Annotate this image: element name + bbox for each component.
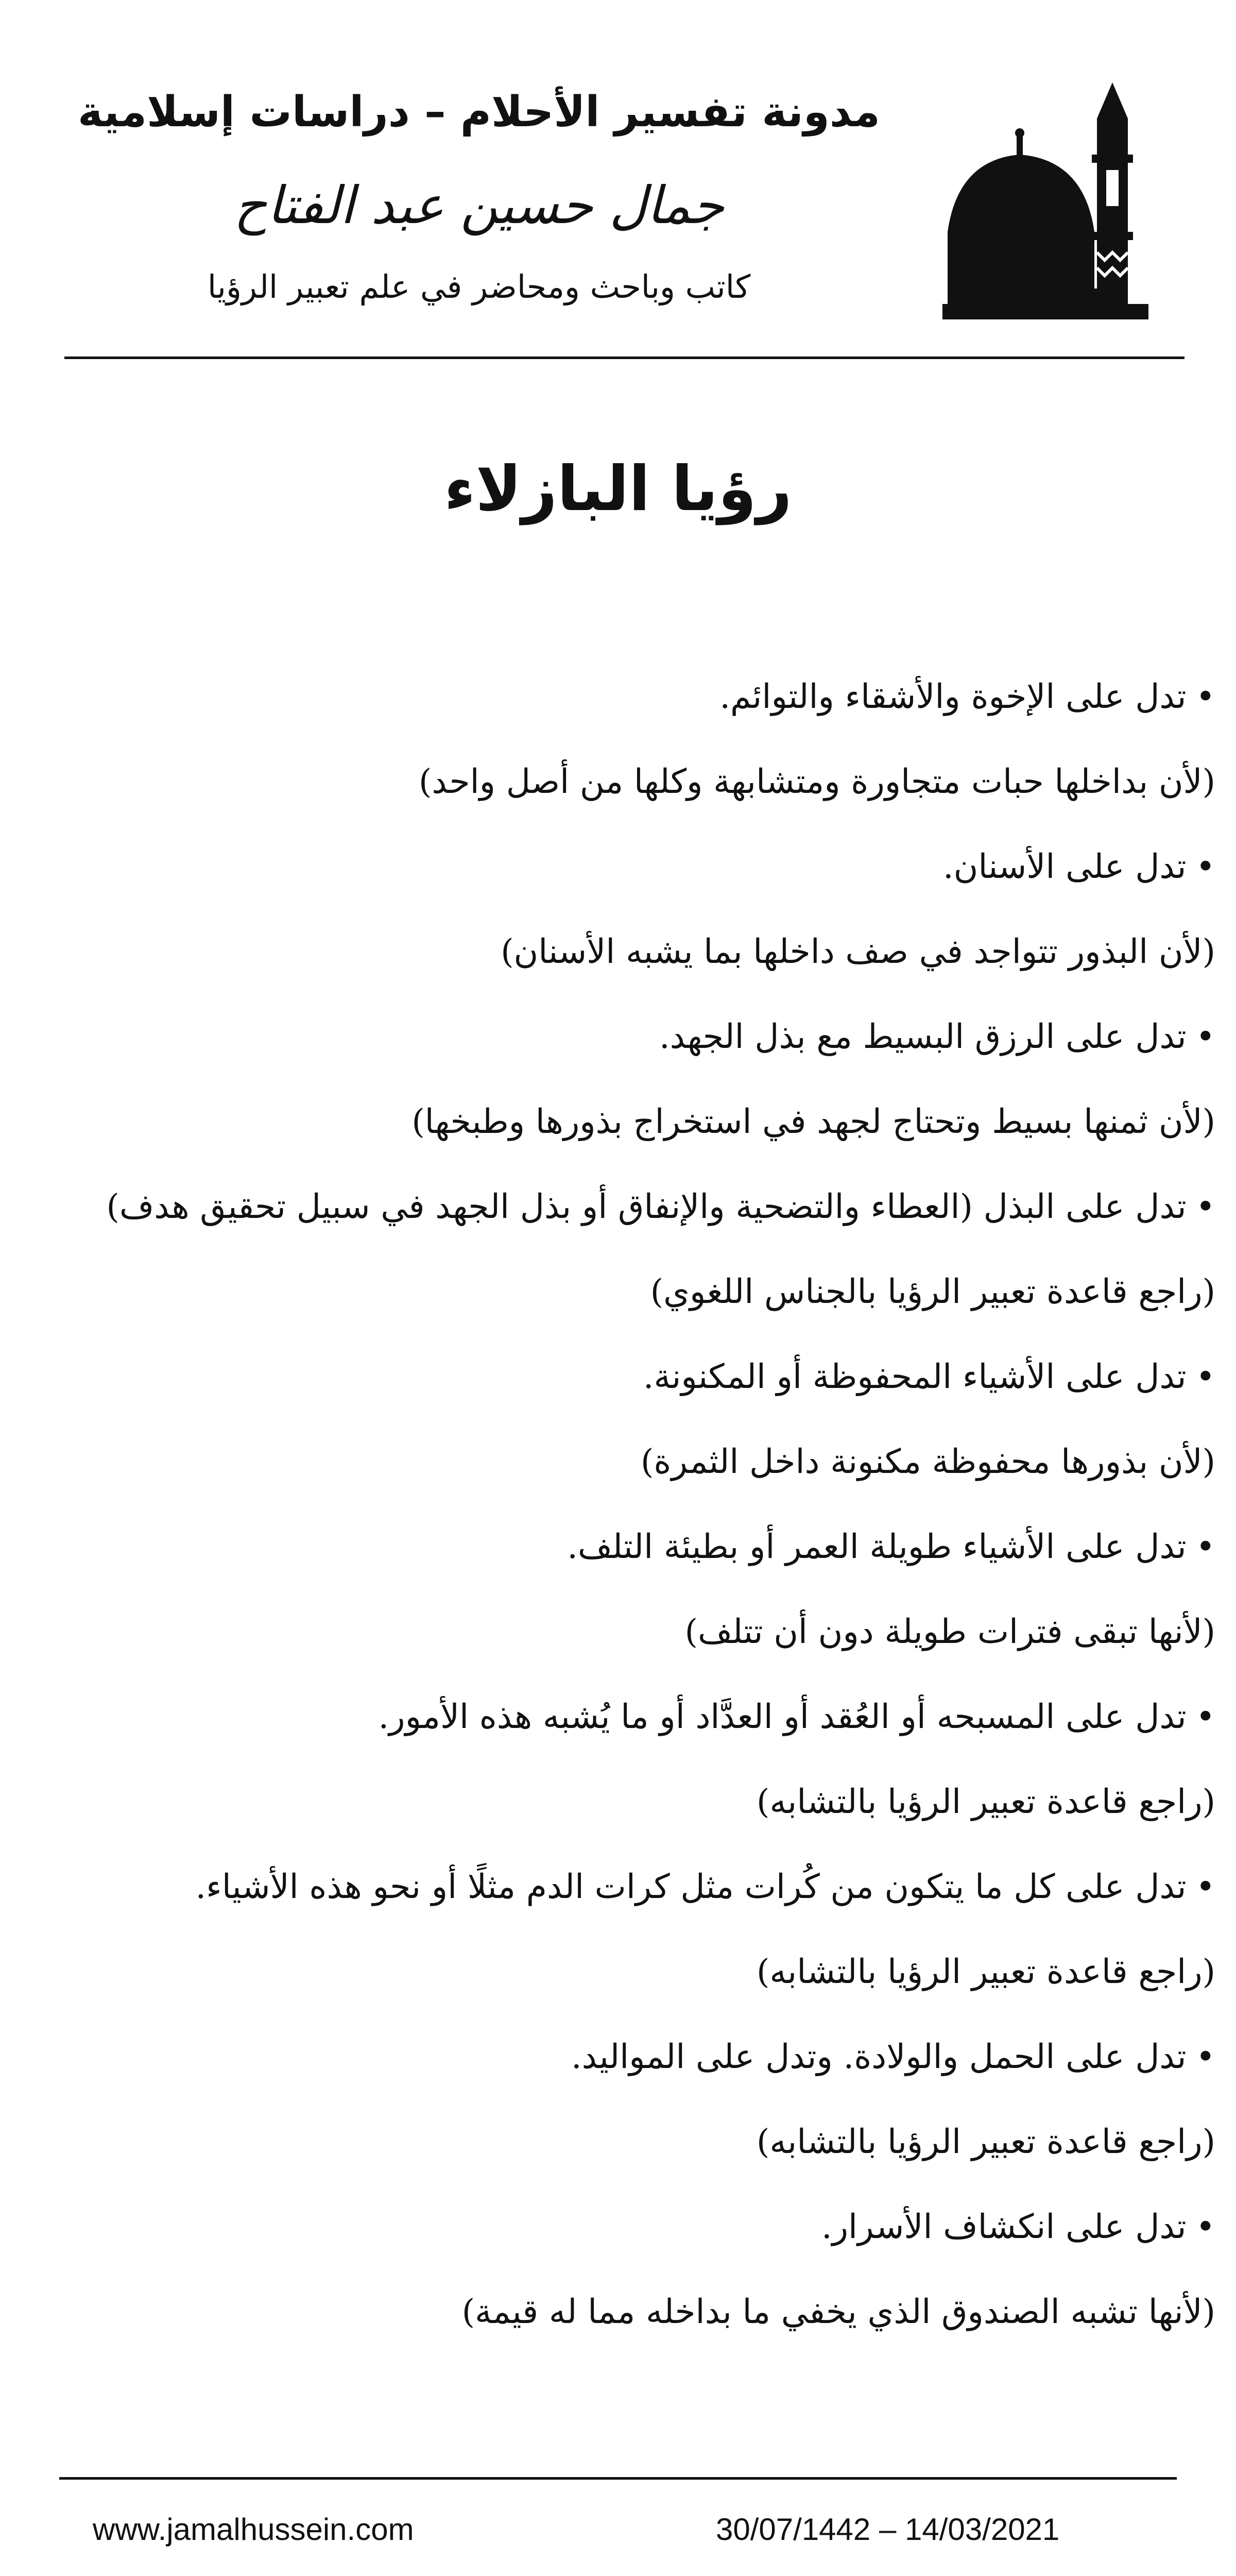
point-text: تدل على كل ما يتكون من كُرات مثل كرات الدم مثلًا أو نحو هذه الأشياء. <box>195 1868 1187 1906</box>
list-item <box>21 2184 1215 2269</box>
bullet-icon: • <box>1195 1698 1215 1736</box>
bullet-icon: • <box>1195 848 1215 886</box>
point-text: تدل على الرزق البسيط مع بذل الجهد. <box>659 1018 1187 1056</box>
point-reason: (راجع قاعدة تعبير الرؤيا بالتشابه) <box>756 2123 1215 2161</box>
bullet-icon: • <box>1195 2208 1215 2246</box>
point-reason: (لأنها تشبه الصندوق الذي يخفي ما بداخله مما له قيمة) <box>461 2293 1215 2331</box>
list-item <box>21 1334 1215 1419</box>
header-divider <box>64 357 1184 359</box>
bullet-icon: • <box>1195 1358 1215 1396</box>
article-body <box>21 654 1215 2354</box>
point-text: تدل على الأشياء المحفوظة أو المكنونة. <box>643 1358 1187 1396</box>
point-text: تدل على المسبحه أو العُقد أو العدَّاد أو ما يُشبه هذه الأمور. <box>378 1698 1187 1736</box>
author-signature: جمال حسين عبد الفتاح <box>234 175 724 235</box>
blog-title: مدونة تفسير الأحلام – دراسات إسلامية <box>78 88 880 137</box>
bullet-icon: • <box>1195 1528 1215 1566</box>
bullet-icon: • <box>1195 677 1215 716</box>
list-item <box>21 1504 1215 1589</box>
list-item <box>21 1164 1215 1249</box>
list-item <box>21 654 1215 739</box>
bullet-icon: • <box>1195 1188 1215 1226</box>
bullet-icon: • <box>1195 1018 1215 1056</box>
point-reason: (راجع قاعدة تعبير الرؤيا بالتشابه) <box>756 1783 1215 1821</box>
point-text: تدل على الحمل والولادة. وتدل على المواليد. <box>571 2038 1187 2076</box>
point-text: تدل على الأشياء طويلة العمر أو بطيئة التلف. <box>567 1528 1187 1566</box>
point-reason: (لأن بذورها محفوظة مكنونة داخل الثمرة) <box>641 1443 1215 1481</box>
point-reason: (لأنها تبقى فترات طويلة دون أن تتلف) <box>684 1613 1215 1651</box>
point-reason: (لأن البذور تتواجد في صف داخلها بما يشبه الأسنان) <box>501 933 1215 971</box>
page-header <box>0 0 1236 371</box>
point-reason: (راجع قاعدة تعبير الرؤيا بالتشابه) <box>756 1953 1215 1991</box>
page-title: رؤيا البازلاء <box>444 453 792 525</box>
list-item <box>21 824 1215 909</box>
point-reason: (لأن ثمنها بسيط وتحتاج لجهد في استخراج بذورها وطبخها) <box>411 1103 1215 1141</box>
list-item <box>21 2014 1215 2099</box>
bullet-icon: • <box>1195 1868 1215 1906</box>
point-text: تدل على انكشاف الأسرار. <box>821 2208 1187 2246</box>
point-reason: (راجع قاعدة تعبير الرؤيا بالجناس اللغوي) <box>650 1273 1215 1311</box>
point-text: تدل على الإخوة والأشقاء والتوائم. <box>719 677 1187 716</box>
author-tagline: كاتب وباحث ومحاضر في علم تعبير الرؤيا <box>207 268 751 306</box>
point-text: تدل على الأسنان. <box>943 848 1187 886</box>
footer-date: 30/07/1442 – 14/03/2021 <box>716 2512 1060 2547</box>
footer-website-url: www.jamalhussein.com <box>93 2512 414 2547</box>
point-reason: (لأن بداخلها حبات متجاورة ومتشابهة وكلها من أصل واحد) <box>418 762 1215 801</box>
bullet-icon: • <box>1195 2038 1215 2076</box>
footer-divider <box>59 2477 1177 2480</box>
list-item <box>21 1674 1215 1759</box>
mosque-dome-minaret-icon <box>942 77 1148 325</box>
list-item <box>21 1844 1215 1929</box>
point-text: تدل على البذل (العطاء والتضحية والإنفاق أو بذل الجهد في سبيل تحقيق هدف) <box>106 1188 1187 1226</box>
list-item <box>21 994 1215 1079</box>
